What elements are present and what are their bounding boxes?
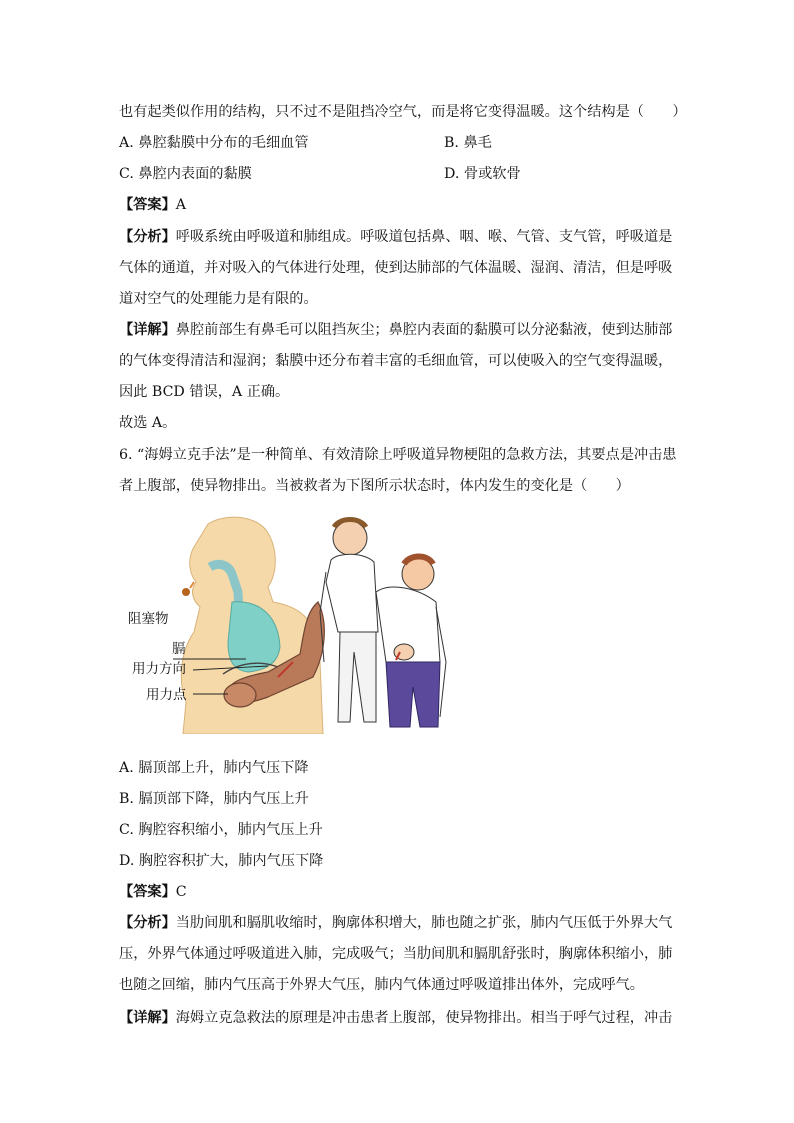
q6-detail-line-1 [119, 1008, 672, 1028]
q5-analysis-line-2: 气体的通道，并对吸入的气体进行处理，使到达肺部的气体温暖、湿润、清洁，但是呼吸 [119, 260, 673, 276]
q5-detail-line-1 [119, 320, 672, 340]
answer-tag: 【答案】 [119, 197, 176, 213]
q5-detail-line-3: 因此 BCD 错误，A 正确。 [119, 384, 290, 400]
q5-option-c: C. 鼻腔内表面的黏膜 [119, 166, 252, 182]
q5-option-a: A. 鼻腔黏膜中分布的毛细血管 [119, 135, 309, 151]
heimlich-figure [128, 512, 458, 734]
q6-analysis-line-1 [119, 913, 672, 933]
q5-answer [119, 195, 186, 215]
q6-option-c: C. 胸腔容积缩小，肺内气压上升 [119, 822, 323, 838]
answer-value: A [175, 197, 187, 213]
q6-analysis-line-2: 压，外界气体通过呼吸道进入肺，完成吸气；当肋间肌和膈肌舒张时，胸廓体积缩小，肺 [119, 946, 673, 962]
q5-option-d: D. 骨或软骨 [444, 166, 521, 182]
detail-tag: 【详解】 [119, 322, 176, 338]
answer-tag: 【答案】 [119, 884, 176, 900]
analysis-text: 当肋间肌和膈肌收缩时，胸廓体积增大，肺也随之扩张，肺内气压低于外界大气 [175, 915, 673, 931]
q5-analysis-line-3: 道对空气的处理能力是有限的。 [119, 291, 318, 307]
detail-text: 鼻腔前部生有鼻毛可以阻挡灰尘；鼻腔内表面的黏膜可以分泌黏液，使到达肺部 [175, 322, 673, 338]
q5-analysis-line-1 [119, 227, 672, 247]
analysis-tag: 【分析】 [119, 229, 176, 245]
q6-option-d: D. 胸腔容积扩大，肺内气压下降 [119, 853, 324, 869]
label-diaphragm: 膈 [172, 641, 186, 657]
analysis-text: 呼吸系统由呼吸道和肺组成。呼吸道包括鼻、咽、喉、气管、支气管，呼吸道是 [175, 229, 673, 245]
answer-value: C [175, 884, 187, 900]
q5-conclusion: 故选 A。 [119, 415, 177, 431]
label-obstruction: 阻塞物 [128, 611, 169, 627]
q6-stem-line-1: 6. “海姆立克手法”是一种简单、有效清除上呼吸道异物梗阻的急救方法，其要点是冲击患 [119, 447, 677, 463]
q6-analysis-line-3: 也随之回缩，肺内气压高于外界大气压，肺内气体通过呼吸道排出体外，完成呼气。 [119, 977, 644, 993]
q5-detail-line-2: 的气体变得清洁和湿润；黏膜中还分布着丰富的毛细血管，可以使吸入的空气变得温暖， [119, 353, 673, 369]
q6-stem-line-2: 者上腹部，使异物排出。当被救者为下图所示状态时，体内发生的变化是（ ） [119, 478, 630, 494]
detail-text: 海姆立克急救法的原理是冲击患者上腹部，使异物排出。相当于呼气过程，冲击 [175, 1010, 673, 1026]
analysis-tag: 【分析】 [119, 915, 176, 931]
q5-stem-tail: 也有起类似作用的结构，只不过不是阻挡冷空气，而是将它变得温暖。这个结构是（ ） [119, 104, 687, 120]
q6-answer [119, 882, 187, 902]
label-force-direction: 用力方向 [132, 661, 186, 677]
label-force-point: 用力点 [146, 687, 187, 703]
q5-option-b: B. 鼻毛 [444, 135, 492, 151]
detail-tag: 【详解】 [119, 1010, 176, 1026]
q6-option-b: B. 膈顶部下降，肺内气压上升 [119, 791, 309, 807]
q6-option-a: A. 膈顶部上升，肺内气压下降 [119, 760, 309, 776]
